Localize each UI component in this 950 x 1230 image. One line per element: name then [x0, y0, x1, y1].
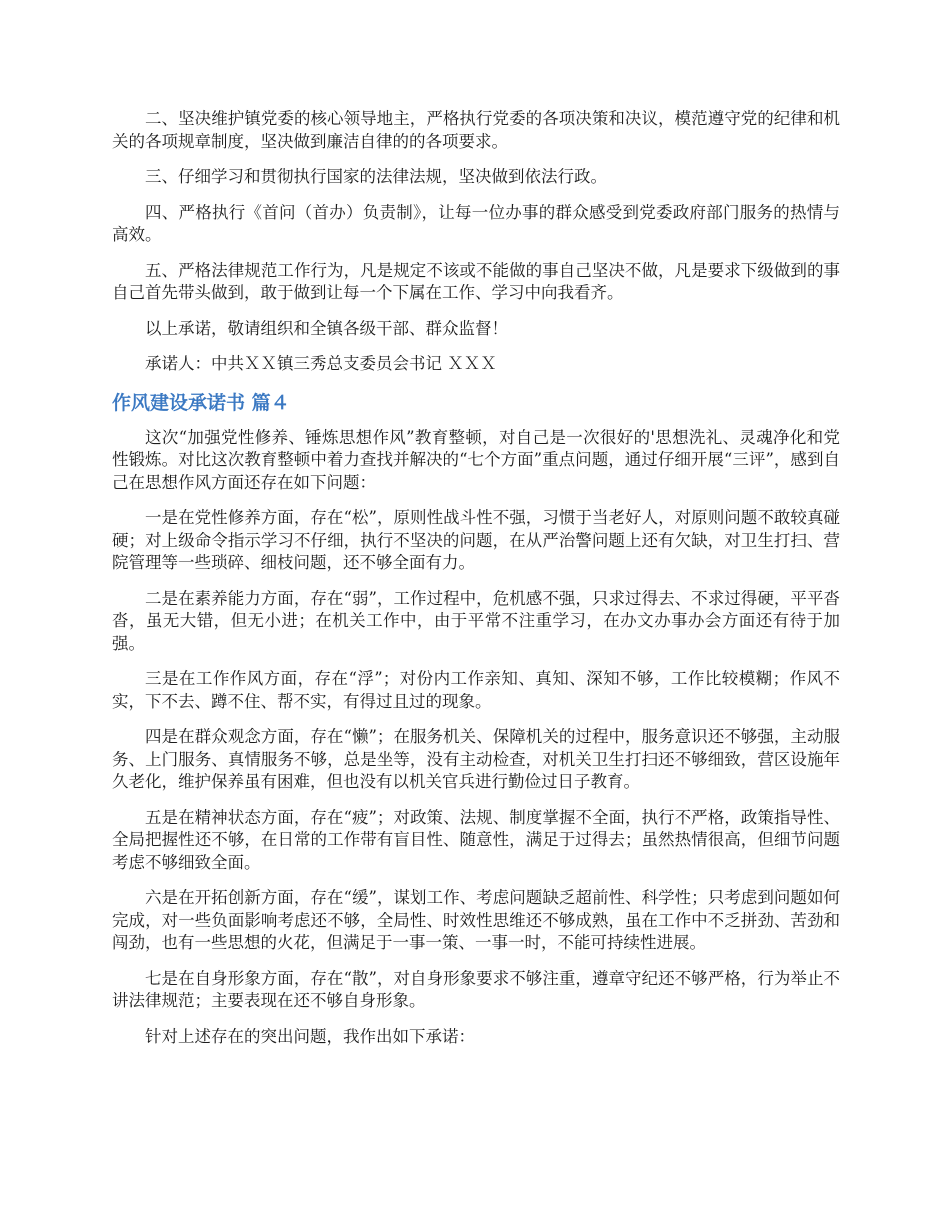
paragraph: 六是在开拓创新方面，存在“缓”，谋划工作、考虑问题缺乏超前性、科学性；只考虑到问题如何完成，对一些负面影响考虑还不够，全局性、时效性思维还不够成熟，虽在工作中不乏拼劲、苦劲和闯劲，也有一些思想的火花，但满足于一事一策、一事一时，不能可持续性进展。 — [112, 888, 840, 952]
paragraph: 以上承诺，敬请组织和全镇各级干部、群众监督！ — [145, 318, 508, 338]
paragraph: 针对上述存在的突出问题，我作出如下承诺： — [145, 1026, 475, 1046]
paragraph: 二、坚决维护镇党委的核心领导地主，严格执行党委的各项决策和决议，模范遵守党的纪律和机关的各项规章制度，坚决做到廉洁自律的的各项要求。 — [112, 109, 840, 151]
paragraph: 一是在党性修养方面，存在“松”，原则性战斗性不强，习惯于当老好人，对原则问题不敢较真碰硬；对上级命令指示学习不仔细，执行不坚决的问题，在从严治警问题上还有欠缺，对卫生打扫、营院管理等一些琐碎、细枝问题，还不够全面有力。 — [112, 508, 840, 572]
paragraph: 四、严格执行《首问（首办）负责制》，让每一位办事的群众感受到党委政府部门服务的热情与高效。 — [112, 202, 840, 244]
paragraph: 二是在素养能力方面，存在“弱”，工作过程中，危机感不强，只求过得去、不求过得硬，平平沓沓，虽无大错，但无小进；在机关工作中，由于平常不注重学习，在办文办事办会方面还有待于加强。 — [112, 588, 840, 653]
section-heading: 作风建设承诺书 篇４ — [112, 391, 290, 414]
paragraph: 七是在自身形象方面，存在“散”，对自身形象要求不够注重，遵章守纪还不够严格，行为举止不讲法律规范；主要表现在还不够自身形象。 — [112, 968, 840, 1010]
signature-line: 承诺人：中共ＸＸ镇三秀总支委员会书记 ＸＸＸ — [145, 354, 497, 373]
paragraph: 五、严格法律规范工作行为，凡是规定不该或不能做的事自己坚决不做，凡是要求下级做到的事自己首先带头做到，敢于做到让每一个下属在工作、学习中向我看齐。 — [112, 260, 840, 302]
paragraph: 这次“加强党性修养、锤炼思想作风”教育整顿，对自己是一次很好的'思想洗礼、灵魂净化和党性锻炼。对比这次教育整顿中着力查找并解决的“七个方面”重点问题，通过仔细开展“三评”，感到自己在思想作风方面还存在如下问题： — [112, 427, 840, 492]
document-page — [112, 108, 840, 1061]
paragraph: 四是在群众观念方面，存在“懒”；在服务机关、保障机关的过程中，服务意识还不够强，主动服务、上门服务、真情服务不够，总是坐等，没有主动检查，对机关卫生打扫还不够细致，营区设施年久老化，维护保养虽有困难，但也没有以机关官兵进行勤俭过日子教育。 — [112, 727, 840, 791]
paragraph: 三是在工作作风方面，存在“浮”；对份内工作亲知、真知、深知不够，工作比较模糊；作风不实，下不去、蹲不住、帮不实，有得过且过的现象。 — [112, 669, 840, 711]
paragraph: 五是在精神状态方面，存在“疲”；对政策、法规、制度掌握不全面，执行不严格，政策指导性、全局把握性还不够，在日常的工作带有盲目性、随意性，满足于过得去；虽然热情很高，但细节问题考虑不够细致全面。 — [112, 807, 840, 872]
paragraph: 三、仔细学习和贯彻执行国家的法律法规，坚决做到依法行政。 — [145, 167, 607, 186]
